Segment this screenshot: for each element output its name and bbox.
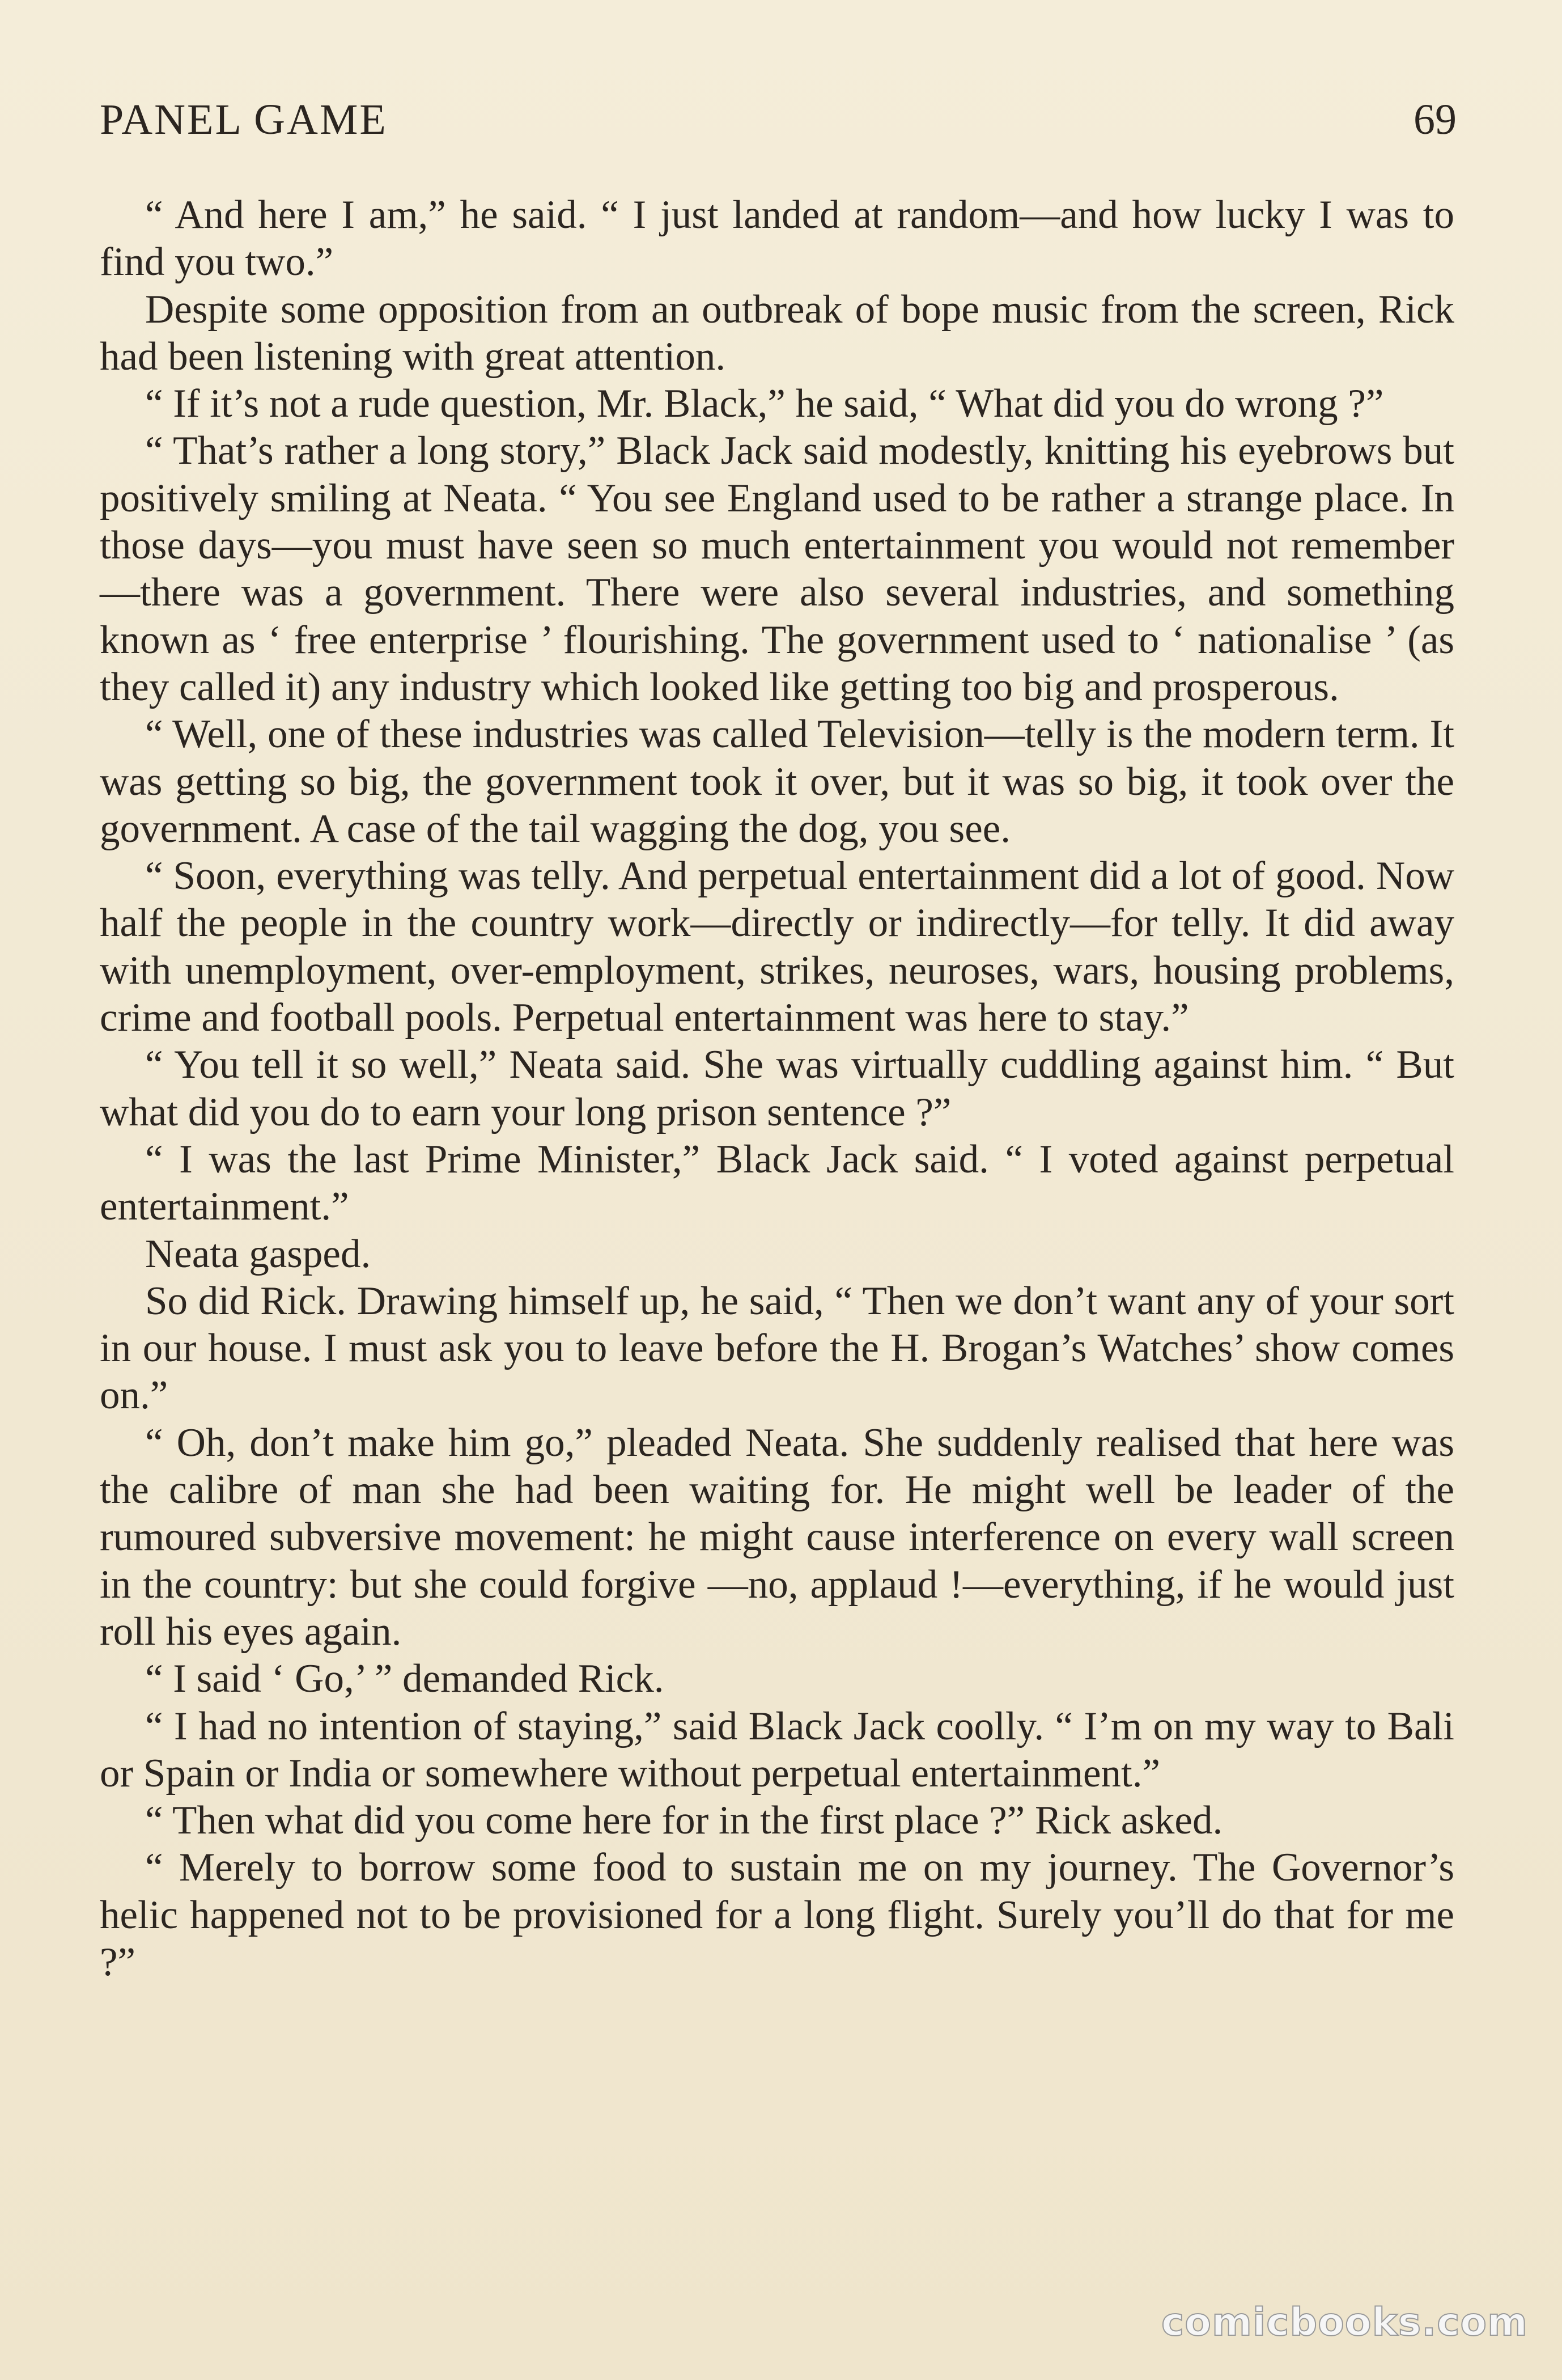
paragraph: “ And here I am,” he said. “ I just landed at random—and how lucky I was to find you two.”	[100, 193, 1454, 285]
paragraph: “ Then what did you come here for in the first place ?” Rick asked.	[145, 1798, 1223, 1843]
body-text	[100, 192, 1454, 1986]
paragraph: “ Merely to borrow some food to sustain me on my journey. The Governor’s helic happened not to be provisioned for a long flight. Surely you’ll do that for me ?”	[100, 1845, 1454, 1984]
paragraph: Despite some opposition from an outbreak of bope music from the screen, Rick had been listening with great attention.	[100, 287, 1454, 379]
paragraph: “ I was the last Prime Minister,” Black Jack said. “ I voted against perpetual entertainment.”	[100, 1137, 1454, 1229]
page-number: 69	[1414, 96, 1457, 143]
paragraph: “ That’s rather a long story,” Black Jack said modestly, knitting his eyebrows but positively smiling at Neata. “ You see England used to be rather a strange place. In those days—you must have seen so much entertainment you would not remember—there was a government. There were also several industries, and something known as ‘ free enterprise ’ flourishing. The government used to ‘ nationalise ’ (as they called it) any industry which looked like getting too big and prosperous.	[100, 429, 1454, 709]
paragraph: “ I had no intention of staying,” said Black Jack coolly. “ I’m on my way to Bali or Spain or India or somewhere without perpetual entertainment.”	[100, 1704, 1454, 1795]
paragraph: Neata gasped.	[145, 1231, 371, 1276]
paragraph: “ Well, one of these industries was called Television—telly is the modern term. It was getting so big, the government took it over, but it was so big, it took over the government. A case of the tail wagging the dog, you see.	[100, 712, 1454, 851]
paragraph: So did Rick. Drawing himself up, he said, “ Then we don’t want any of your sort in our house. I must ask you to leave before the H. Brogan’s Watches’ show comes on.”	[100, 1278, 1454, 1418]
running-title: PANEL GAME	[100, 96, 388, 143]
paragraph: “ You tell it so well,” Neata said. She was virtually cuddling against him. “ But what did you do to earn your long prison sentence ?”	[100, 1043, 1454, 1134]
paragraph: “ I said ‘ Go,’ ” demanded Rick.	[145, 1657, 664, 1701]
paragraph: “ If it’s not a rude question, Mr. Black,” he said, “ What did you do wrong ?”	[145, 382, 1384, 426]
paragraph: “ Oh, don’t make him go,” pleaded Neata. She suddenly realised that here was the calibre of man she had been waiting for. He might well be leader of the rumoured subversive movement: he might cause interference on every wall screen in the country: but she could forgive —no, applaud !—everything, if he would just roll his eyes again.	[100, 1420, 1454, 1654]
paragraph: “ Soon, everything was telly. And perpetual entertainment did a lot of good. Now half the people in the country work—directly or indirectly—for telly. It did away with unemployment, over-employment, strikes, neuroses, wars, housing problems, crime and football pools. Perpetual entertainment was here to stay.”	[100, 854, 1454, 1040]
watermark: comicbooks.com	[1161, 2300, 1528, 2345]
